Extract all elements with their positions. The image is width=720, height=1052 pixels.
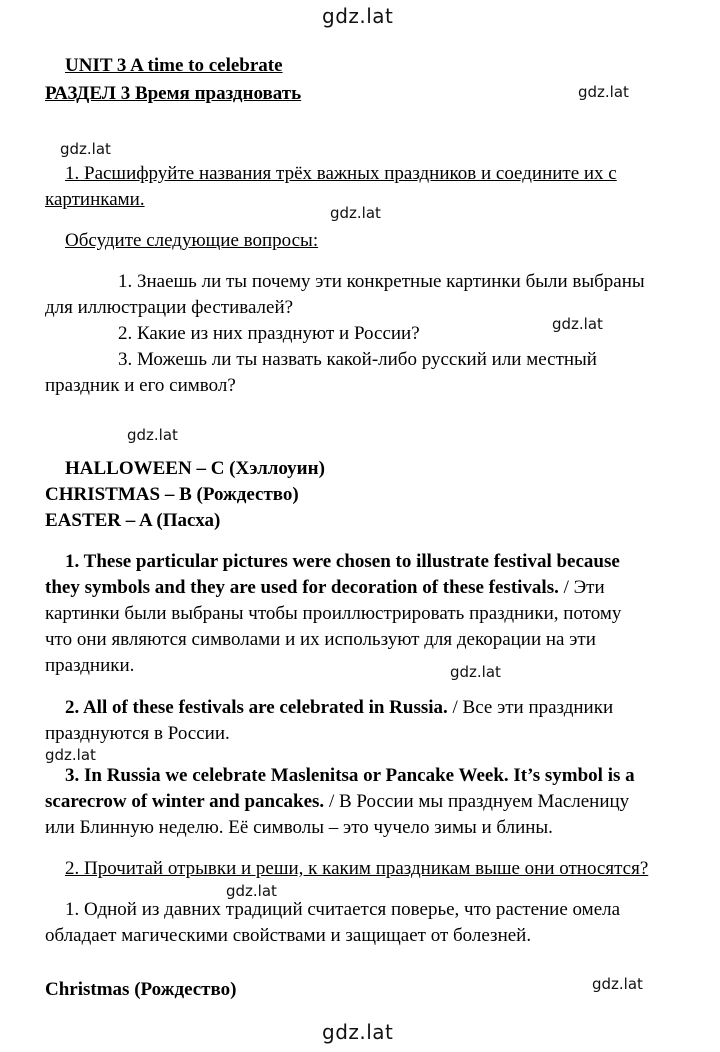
answer-3-cont <box>45 790 629 814</box>
answer-2 <box>65 696 613 720</box>
watermark: gdz.lat <box>552 315 603 333</box>
answer-halloween: HALLOWEEN – C (Хэллоуин) <box>65 458 325 479</box>
watermark: gdz.lat <box>330 204 381 222</box>
task2-instruction: 2. Прочитай отрывки и реши, к каким праздникам выше они относятся? <box>65 858 649 879</box>
question-1: 1. Знаешь ли ты почему эти конкретные картинки были выбраны <box>118 271 645 292</box>
question-3-cont: праздник и его символ? <box>45 375 236 396</box>
answer-easter: EASTER – A (Пасха) <box>45 510 221 531</box>
passage-1-cont: обладает магическими свойствами и защищает от болезней. <box>45 925 532 946</box>
unit-title-ru: РАЗДЕЛ 3 Время праздновать <box>45 83 302 104</box>
unit-title-en: UNIT 3 A time to celebrate <box>65 55 283 76</box>
passage-1: 1. Одной из давних традиций считается поверье, что растение омела <box>65 899 621 920</box>
watermark: gdz.lat <box>450 663 501 681</box>
answer-3-bold: scarecrow of winter and pancakes. <box>45 791 325 812</box>
answer-3-translation: или Блинную неделю. Её символы – это чучело зимы и блины. <box>45 817 553 838</box>
answer-1: 1. These particular pictures were chosen to illustrate festival because <box>65 551 620 572</box>
answer-1-translation-end: праздники. <box>45 655 135 676</box>
question-3: 3. Можешь ли ты назвать какой-либо русский или местный <box>118 349 597 370</box>
watermark: gdz.lat <box>592 975 643 993</box>
watermark: gdz.lat <box>578 83 629 101</box>
answer-christmas: CHRISTMAS – B (Рождество) <box>45 484 299 505</box>
task1-instruction: 1. Расшифруйте названия трёх важных праздников и соедините их с <box>65 163 617 184</box>
answer-2-bold: 2. All of these festivals are celebrated in Russia. <box>65 697 448 718</box>
discuss-heading: Обсудите следующие вопросы: <box>65 230 319 251</box>
answer-1-bold: they symbols and they are used for decoration of these festivals. <box>45 577 559 598</box>
answer-2-cont: празднуются в России. <box>45 723 230 744</box>
answer-2-ru: / Все эти праздники <box>447 697 614 718</box>
answer-3-ru: / В России мы празднуем Масленицу <box>324 791 630 812</box>
watermark-top: gdz.lat <box>322 4 394 28</box>
answer-1-translation-cont: что они являются символами и их используют для декорации на эти <box>45 629 596 650</box>
answer-3: 3. In Russia we celebrate Maslenitsa or Pancake Week. It’s symbol is a <box>65 765 635 786</box>
question-1-cont: для иллюстрации фестивалей? <box>45 297 294 318</box>
passage-1-answer: Christmas (Рождество) <box>45 979 237 1000</box>
answer-1-cont <box>45 576 605 600</box>
watermark: gdz.lat <box>127 426 178 444</box>
answer-1-ru: / Эти <box>558 577 605 598</box>
answer-1-translation: картинки были выбраны чтобы проиллюстрировать праздники, потому <box>45 603 622 624</box>
watermark: gdz.lat <box>45 746 96 764</box>
task1-instruction-cont: картинками. <box>45 189 145 210</box>
watermark: gdz.lat <box>226 882 277 900</box>
watermark: gdz.lat <box>60 140 111 158</box>
watermark-bottom: gdz.lat <box>322 1020 394 1044</box>
question-2: 2. Какие из них празднуют и России? <box>118 323 420 344</box>
